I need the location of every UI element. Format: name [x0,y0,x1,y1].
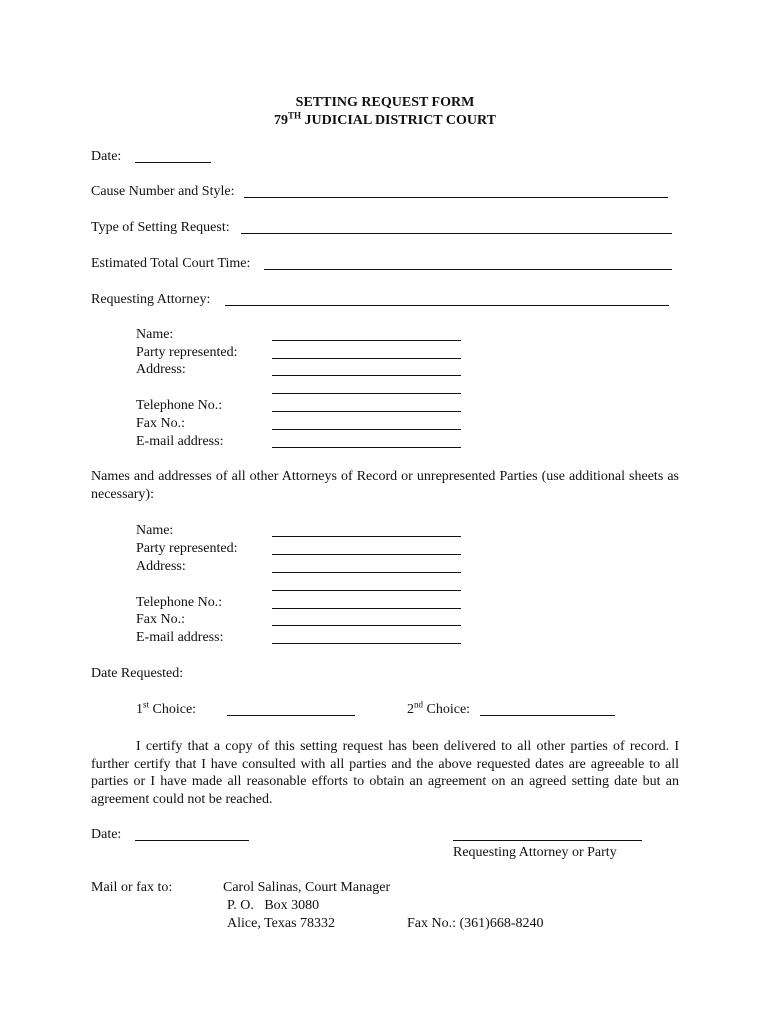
name-field[interactable] [272,340,461,341]
first-choice-number: 1 [136,702,143,717]
other-telephone-label: Telephone No.: [136,595,223,610]
court-number-suffix: TH [288,110,302,121]
party-label: Party represented: [136,345,238,360]
requesting-attorney-field[interactable] [225,305,669,306]
court-name [0,110,770,129]
other-email-label: E-mail address: [136,630,224,645]
form-title: SETTING REQUEST FORM [295,95,475,110]
signature-caption: Requesting Attorney or Party [453,845,617,860]
other-party-label: Party represented: [136,541,238,556]
other-name-label: Name: [136,523,174,538]
fax-label: Fax No.: [136,416,185,431]
name-label: Name: [136,327,174,342]
court-number: 79 [274,113,289,128]
po-box: P. O. Box 3080 [227,898,320,913]
address-field-line2[interactable] [272,393,461,394]
other-email-field[interactable] [272,643,461,644]
address-label: Address: [136,362,186,377]
telephone-label: Telephone No.: [136,398,223,413]
court-time-field[interactable] [264,269,672,270]
first-choice-text: Choice: [149,702,197,717]
signature-date-label: Date: [91,827,122,842]
email-field[interactable] [272,447,461,448]
other-fax-field[interactable] [272,625,461,626]
date-label: Date: [91,149,122,164]
setting-type-label: Type of Setting Request: [91,220,230,235]
email-label: E-mail address: [136,434,224,449]
court-manager-name: Carol Salinas, Court Manager [223,880,391,895]
cause-number-field[interactable] [244,197,668,198]
other-address-label: Address: [136,559,186,574]
requesting-attorney-label: Requesting Attorney: [91,292,211,307]
setting-type-field[interactable] [241,233,672,234]
other-address-field[interactable] [272,572,461,573]
address-field[interactable] [272,375,461,376]
other-fax-label: Fax No.: [136,612,185,627]
second-choice-text: Choice: [423,702,471,717]
other-address-field-line2[interactable] [272,590,461,591]
fax-field[interactable] [272,429,461,430]
second-choice-number: 2 [407,702,414,717]
second-choice-field[interactable] [480,715,615,716]
certification-paragraph: I certify that a copy of this setting request has been delivered to all other parties of record. I further certify that I have consulted with all parties and the above requested dates are agreeable to all parties or I have made all reasonable efforts to obtain an agreement on an agreed setting date but an agreement could not be reached. [91,739,679,807]
party-field[interactable] [272,358,461,359]
signature-date-field[interactable] [135,840,249,841]
mail-fax-label: Mail or fax to: [91,880,173,895]
cause-number-label: Cause Number and Style: [91,184,235,199]
first-choice-suffix: st [143,699,150,710]
other-name-field[interactable] [272,536,461,537]
fax-number: Fax No.: (361)668-8240 [407,916,544,931]
second-choice-suffix: nd [414,699,423,710]
first-choice-label [136,699,197,718]
other-telephone-field[interactable] [272,608,461,609]
other-party-field[interactable] [272,554,461,555]
first-choice-field[interactable] [227,715,355,716]
other-attorneys-instruction: Names and addresses of all other Attorneys of Record or unrepresented Parties (use additional sheets as necessary): [91,469,679,502]
court-time-label: Estimated Total Court Time: [91,256,251,271]
city-state-zip: Alice, Texas 78332 [227,916,336,931]
second-choice-label [407,699,471,718]
telephone-field[interactable] [272,411,461,412]
date-requested-label: Date Requested: [91,666,184,681]
signature-field[interactable] [453,840,642,841]
court-name-text: JUDICIAL DISTRICT COURT [301,113,496,128]
date-field[interactable] [135,162,211,163]
